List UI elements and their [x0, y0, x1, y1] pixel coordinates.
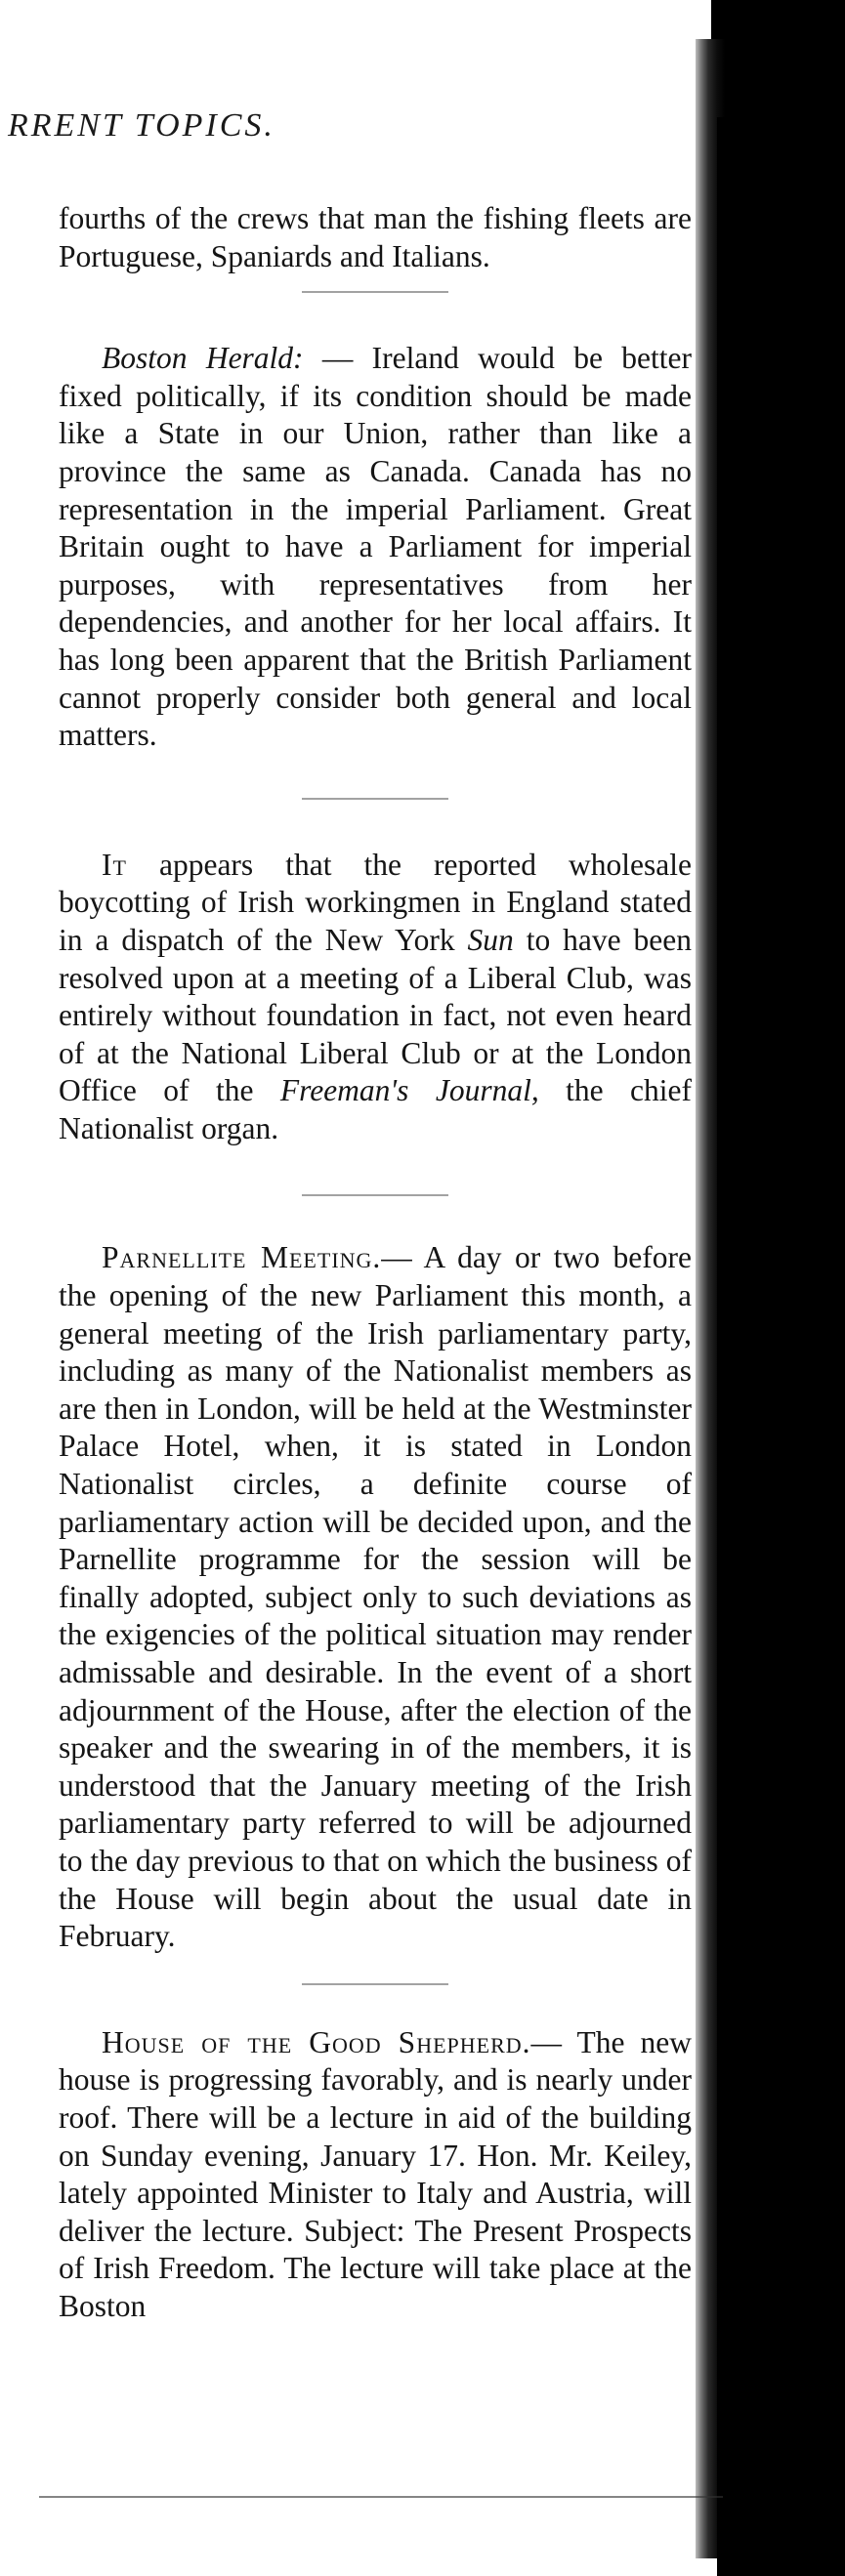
article-body-part: appears that the reported wholesale boycotting of Irish workingmen in England stated in a dispatch of the New York: [59, 847, 692, 957]
article-boycott: [59, 847, 692, 1148]
separator-rule: [302, 291, 448, 293]
bottom-rule: [39, 2496, 723, 2498]
article-good-shepherd: [59, 2024, 692, 2326]
separator-rule: [302, 1194, 448, 1196]
article-heading: House of the Good Shepherd.: [102, 2024, 531, 2059]
source-name: Boston Herald:: [102, 341, 304, 376]
article-boston-herald: [59, 340, 692, 755]
separator-rule: [302, 1983, 448, 1985]
article-body-part: to have been resolved upon at a meeting of a Liberal Club, was entirely without foundation in fact, not even heard of at the National Liberal Club or at the London Office of the: [59, 922, 692, 1108]
lead-word: It: [102, 847, 127, 882]
article-parnellite-meeting: [59, 1239, 692, 1955]
article-body: — The new house is progressing favorably, and is nearly under roof. There will be a lecture in aid of the building on Sunday evening, January 17. Hon. Mr. Keiley, lately appointed Minister to Italy and Austria, will deliver the lecture. Subject: The Present Prospects of Irish Freedom. The lecture will take place at the Boston: [59, 2024, 693, 2323]
article-fishing-continued: fourths of the crews that man the fishing fleets are Portuguese, Spaniards and Italians.: [59, 201, 692, 273]
running-header: RRENT TOPICS.: [8, 107, 275, 144]
article-body: — A day or two before the opening of the new Parliament this month, a general meeting of the Irish parliamentary party, including as many of the Nationalist members as are then in London, will be held at the Westminster Palace Hotel, when, it is stated in London Nationalist circles, a definite course of parliamentary action will be decided upon, and the Parnellite programme for the session will be finally adopted, subject only to such deviations as the exigencies of the political situation may render admissable and desirable. In the event of a short adjournment of the House, after the election of the speaker and the swearing in of the members, it is understood that the January meeting of the Irish parliamentary party referred to will be adjourned to the day previous to that on which the business of the House will begin about the usual date in February.: [59, 1240, 692, 1954]
article-body: — Ireland would be better fixed politically, if its condition should be made like a State in our Union, rather than like a province the same as Canada. Canada has no representation in the imperial Parliament. Great Britain ought to have a Parliament for imperial purposes, with representatives from her dependencies, and another for her local affairs. It has long been apparent that the British Parliament cannot properly consider both general and local matters.: [59, 341, 692, 753]
text-column: [59, 200, 692, 2326]
newspaper-name: Freeman's Journal,: [279, 1073, 539, 1108]
page-gutter-binding: [717, 117, 845, 2576]
page-gutter-shadow-top: [711, 0, 845, 127]
separator-rule: [302, 798, 448, 800]
article-heading: Parnellite Meeting.: [102, 1240, 382, 1275]
newspaper-name: Sun: [467, 922, 514, 957]
article-body-part: the chief Nationalist organ.: [59, 1073, 692, 1145]
